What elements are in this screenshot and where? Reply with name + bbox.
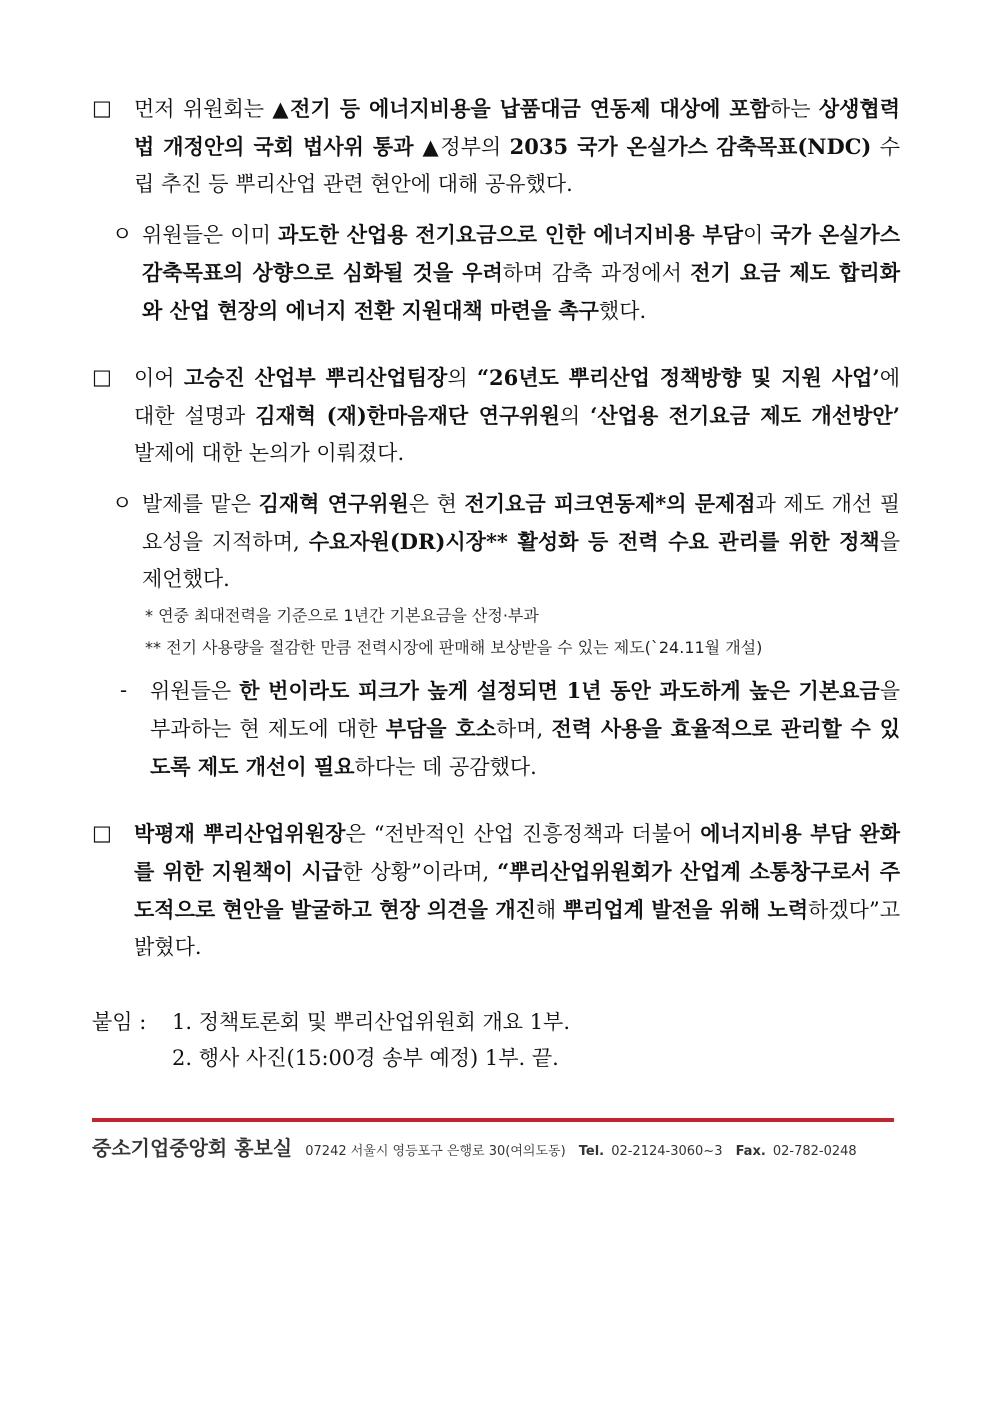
footer-fax: 02-782-0248: [772, 1144, 857, 1159]
paragraph-text: 먼저 위원회는 ▲전기 등 에너지비용을 납품대금 연동제 대상에 포함하는 상생협력법 개정안의 국회 법사위 통과 ▲정부의 2035 국가 온실가스 감축목표(NDC) 수립 추진 등 뿌리산업 관련 현안에 대해 공유했다.: [134, 96, 901, 196]
attachments-label: 붙임 :: [92, 1010, 147, 1034]
circle-bullet: ㅇ: [112, 222, 133, 246]
circle-bullet: ㅇ: [112, 491, 133, 515]
paragraph-presentations: [92, 359, 900, 472]
footnote-peak-linked: * 연중 최대전력을 기준으로 1년간 기본요금을 산정·부과: [145, 606, 539, 625]
paragraph-members-burden: [92, 672, 900, 786]
footer-org-name: 중소기업중앙회 홍보실: [92, 1136, 293, 1160]
paragraph-ndc-overview: [92, 90, 900, 203]
dash-bullet: -: [120, 678, 128, 702]
footer-divider: [92, 1118, 894, 1122]
square-bullet: □: [92, 96, 112, 120]
square-bullet: □: [92, 365, 112, 389]
paragraph-chair-remarks: [92, 815, 900, 966]
footer-tel-label: Tel.: [578, 1144, 605, 1159]
footnote-dr-market: ** 전기 사용량을 절감한 만큼 전력시장에 판매해 보상받을 수 있는 제도(`24.11월 개설): [145, 638, 763, 657]
footer-tel: 02-2124-3060~3: [611, 1144, 723, 1159]
paragraph-text: 위원들은 한 번이라도 피크가 높게 설정되면 1년 동안 과도하게 높은 기본요금을 부과하는 현 제도에 대한 부담을 호소하며, 전력 사용을 효율적으로 관리할 수 있도록 제도 개선이 필요하다는 데 공감했다.: [150, 678, 900, 779]
paragraph-text: 박평재 뿌리산업위원장은 “전반적인 산업 진흥정책과 더불어 에너지비용 부담 완화를 위한 지원책이 시급한 상황”이라며, “뿌리산업위원회가 산업계 소통창구로서 주도적으로 현안을 발굴하고 현장 의견을 개진해 뿌리업계 발전을 위해 노력하겠다”고 밝혔다.: [134, 821, 901, 959]
attachment-item-2: 2. 행사 사진(15:00경 송부 예정) 1부. 끝.: [172, 1046, 559, 1070]
footer-fax-label: Fax.: [735, 1144, 766, 1159]
footer: [92, 1132, 894, 1161]
footer-address: 07242 서울시 영등포구 은행로 30(여의도동): [305, 1144, 566, 1159]
paragraph-researcher-proposal: [92, 485, 900, 598]
square-bullet: □: [92, 821, 112, 845]
paragraph-members-concern: [92, 216, 900, 330]
paragraph-text: 이어 고승진 산업부 뿌리산업팀장의 “26년도 뿌리산업 정책방향 및 지원 사업’에 대한 설명과 김재혁 (재)한마음재단 연구위원의 ‘산업용 전기요금 제도 개선방안’ 발제에 대한 논의가 이뤄졌다.: [134, 365, 900, 465]
paragraph-text: 발제를 맡은 김재혁 연구위원은 현 전기요금 피크연동제*의 문제점과 제도 개선 필요성을 지적하며, 수요자원(DR)시장** 활성화 등 전력 수요 관리를 위한 정책을 제언했다.: [142, 491, 901, 591]
attachment-item-1: 1. 정책토론회 및 뿌리산업위원회 개요 1부.: [172, 1010, 571, 1034]
paragraph-text: 위원들은 이미 과도한 산업용 전기요금으로 인한 에너지비용 부담이 국가 온실가스 감축목표의 상향으로 심화될 것을 우려하며 감축 과정에서 전기 요금 제도 합리화와 산업 현장의 에너지 전환 지원대책 마련을 촉구했다.: [142, 222, 900, 323]
